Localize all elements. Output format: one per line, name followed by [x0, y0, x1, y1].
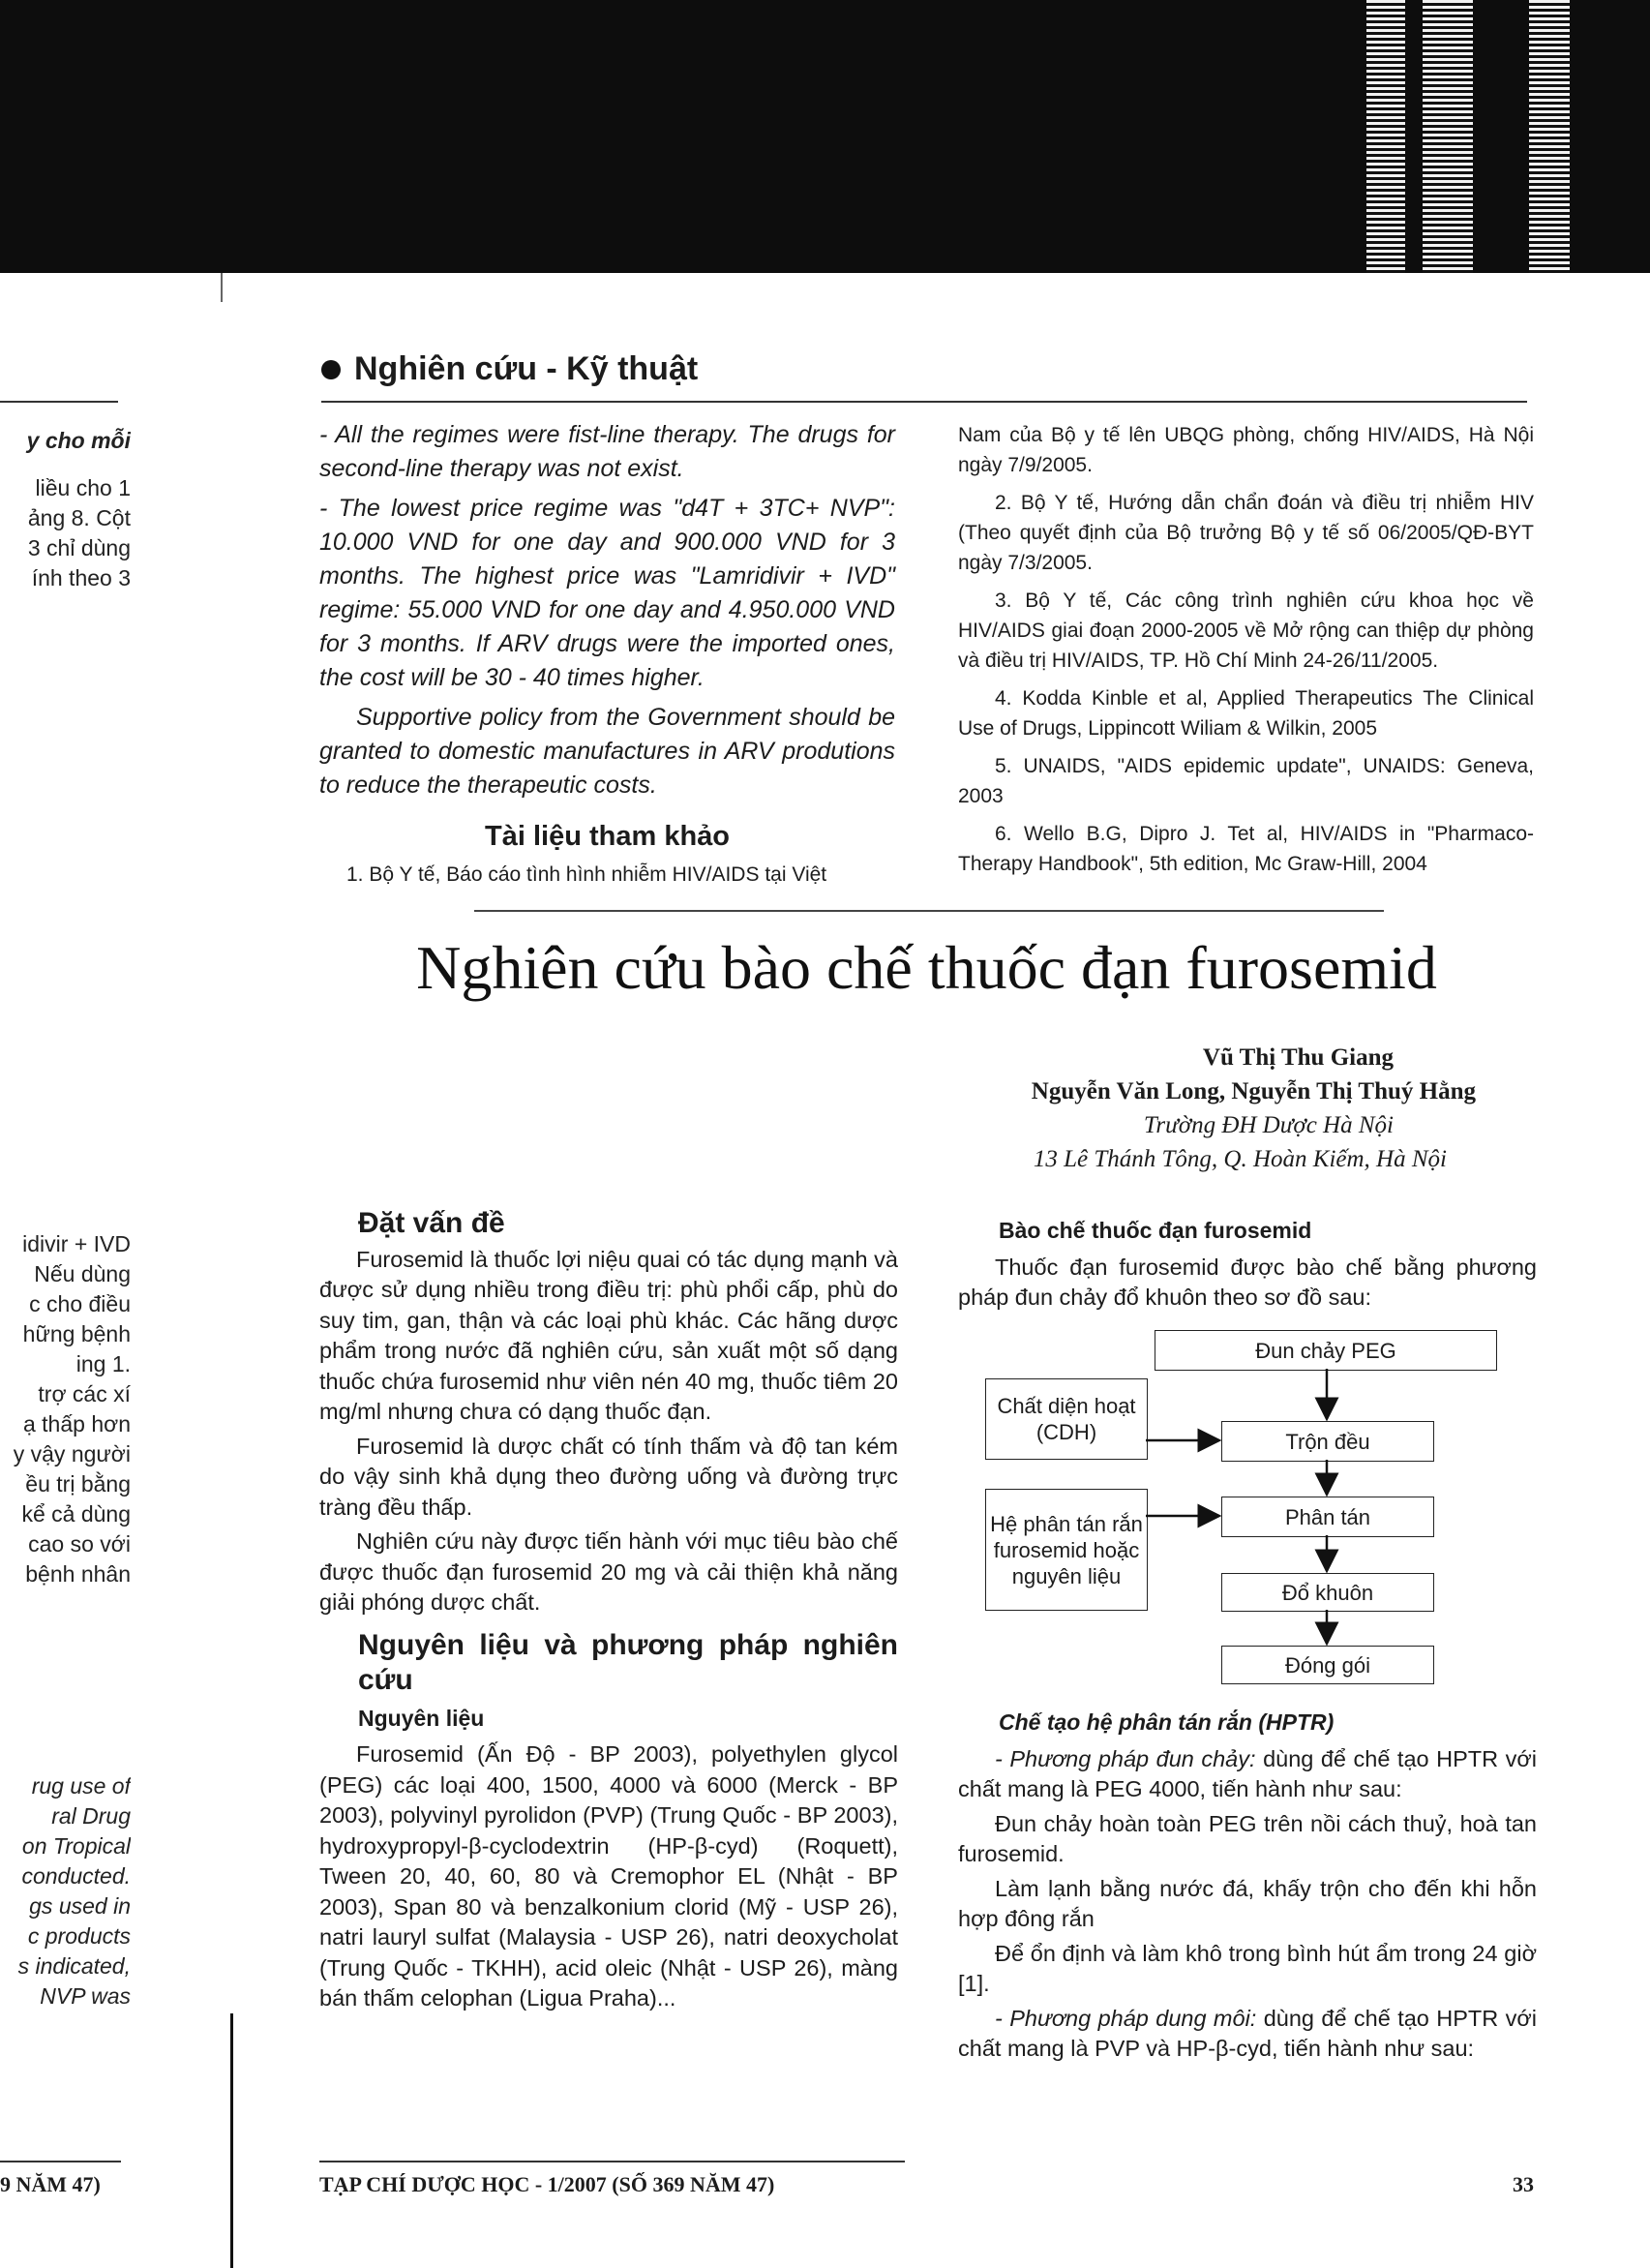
- left-page-rule: [0, 401, 118, 403]
- sub-heading: Bào chế thuốc đạn furosemid: [999, 1218, 1312, 1243]
- flow-input-dispersion: Hệ phân tán rắn furosemid hoặc nguyên liệu: [985, 1489, 1148, 1611]
- bleed-line: bệnh nhân: [25, 1561, 131, 1587]
- flow-step-pack: Đóng gói: [1221, 1646, 1434, 1684]
- bleed-line: s indicated,: [17, 1953, 131, 1979]
- flow-diagram: [977, 1326, 1500, 1678]
- flow-step-melt: Đun chảy PEG: [1155, 1330, 1497, 1371]
- method-label: - Phương pháp đun chảy:: [995, 1745, 1256, 1771]
- reference-item: 6. Wello B.G, Dipro J. Tet al, HIV/AIDS in "Pharmaco-Therapy Handbook", 5th edition, Mc Graw-Hill, 2004: [958, 823, 1534, 875]
- bleed-line: NVP was: [40, 1983, 131, 2009]
- footer-rule-left: [0, 2161, 121, 2162]
- flow-step-mold: Đổ khuôn: [1221, 1573, 1434, 1612]
- section-heading: Đặt vấn đề: [358, 1207, 505, 1239]
- abstract-paragraph: Supportive policy from the Government should be granted to domestic manufactures in ARV produtions to reduce the therapeutic costs.: [319, 704, 895, 799]
- method-text: dùng để chế tạo HPTR với chất mang là PVP và HP-β-cyd, tiến hành như sau:: [958, 2005, 1537, 2061]
- registration-marks: [1529, 0, 1570, 273]
- bleed-line: hững bệnh: [22, 1321, 131, 1346]
- flow-step-mix: Trộn đều: [1221, 1421, 1434, 1462]
- author-line: Nguyễn Văn Long, Nguyễn Thị Thuý Hằng: [1031, 1078, 1476, 1104]
- reference-item: 5. UNAIDS, "AIDS epidemic update", UNAIDS: Geneva, 2003: [958, 755, 1534, 807]
- abstract-paragraph: - The lowest price regime was "d4T + 3TC+ NVP": 10.000 VND for one day and 900.000 VND for 3 months. The highest price was "Lamridivir + IVD" regime: 55.000 VND for one day and 4.950.000 VND for 3 months. If ARV drugs were the imported ones, the cost will be 30 - 40 times higher.: [319, 495, 895, 691]
- section-header: Nghiên cứu - Kỹ thuật: [321, 350, 698, 388]
- bleed-line: gs used in: [29, 1893, 131, 1919]
- bleed-line: idivir + IVD: [22, 1231, 131, 1256]
- left-bleed-top: [0, 426, 131, 593]
- body-paragraph: Nghiên cứu này được tiến hành với mục tiêu bào chế được thuốc đạn furosemid 20 mg và cải thiện khả năng giải phóng dược chất.: [319, 1528, 898, 1615]
- gutter-line: [230, 2013, 233, 2268]
- registration-marks: [1423, 0, 1473, 273]
- references-list: [958, 420, 1534, 887]
- flow-input-surfactant: Chất diện hoạt (CDH): [985, 1378, 1148, 1460]
- section-header-rule: [321, 401, 1527, 403]
- bleed-line: ều trị bằng: [25, 1471, 131, 1497]
- bleed-line: ạ thấp hơn: [22, 1411, 131, 1436]
- footer-left-partial: 9 NĂM 47): [0, 2172, 101, 2196]
- method-text: dùng để chế tạo HPTR với chất mang là PEG 4000, tiến hành như sau:: [958, 1745, 1537, 1801]
- reference-item: 3. Bộ Y tế, Các công trình nghiên cứu khoa học về HIV/AIDS giai đoạn 2000-2005 về Mở rộng can thiệp dự phòng và điều trị HIV/AIDS, TP. Hồ Chí Minh 24-26/11/2005.: [958, 590, 1534, 672]
- bleed-line: ảng 8. Cột: [27, 505, 131, 530]
- sub-heading: Nguyên liệu: [358, 1705, 485, 1731]
- article-divider: [474, 910, 1384, 912]
- bleed-line: y cho mỗi: [26, 428, 131, 453]
- article-left-column: [319, 1208, 898, 2018]
- bleed-line: ính theo 3: [31, 565, 131, 590]
- bleed-line: on Tropical: [21, 1833, 131, 1859]
- abstract-paragraph: - All the regimes were fist-line therapy. The drugs for second-line therapy was not exist.: [319, 421, 895, 482]
- bleed-line: conducted.: [21, 1863, 131, 1889]
- bleed-line: trợ các xí: [38, 1381, 131, 1406]
- bleed-line: c cho điều: [29, 1291, 131, 1316]
- reference-item: Nam của Bộ y tế lên UBQG phòng, chống HIV/AIDS, Hà Nội ngày 7/9/2005.: [958, 424, 1534, 476]
- bullet-icon: [321, 360, 341, 379]
- gutter-mark: [221, 273, 223, 302]
- flow-arrows: [977, 1326, 1500, 1684]
- body-paragraph: Đun chảy hoàn toàn PEG trên nồi cách thuỷ, hoà tan furosemid.: [958, 1810, 1537, 1866]
- bleed-line: c products: [27, 1923, 131, 1949]
- registration-marks: [1366, 0, 1405, 273]
- address: 13 Lê Thánh Tông, Q. Hoàn Kiếm, Hà Nội: [1033, 1146, 1447, 1172]
- bleed-line: kể cả dùng: [21, 1501, 131, 1527]
- bleed-line: ing 1.: [75, 1351, 131, 1376]
- body-paragraph: Làm lạnh bằng nước đá, khấy trộn cho đến khi hỗn hợp đông rắn: [958, 1875, 1537, 1931]
- bleed-line: y vậy người: [13, 1441, 131, 1467]
- bleed-line: liều cho 1: [35, 475, 131, 500]
- references-heading: Tài liệu tham khảo: [485, 821, 730, 852]
- body-paragraph: Furosemid là thuốc lợi niệu quai có tác dụng mạnh và được sử dụng nhiều trong điều trị: phù phổi cấp, phù do suy tim, gan, thận và các loại phù khác. Các hãng dược phẩm trong nước đã nghiên cứu, sản xuất một số dạng thuốc chứa furosemid như viên nén 40 mg, thuốc tiêm 20 mg/ml nhưng chưa có dạng thuốc đạn.: [319, 1246, 898, 1424]
- author-block: [832, 1041, 1529, 1176]
- section-heading: Nguyên liệu và phương pháp nghiên cứu: [358, 1628, 898, 1696]
- flow-step-disperse: Phân tán: [1221, 1497, 1434, 1537]
- body-paragraph: Furosemid (Ấn Độ - BP 2003), polyethylen glycol (PEG) các loại 400, 1500, 4000 và 6000 (Merck - BP 2003), polyvinyl pyrolidon (PVP) (Trung Quốc - BP 2003), hydroxypropyl-β-cyclodextrin (HP-β-cyd) (Roquett), Tween 20, 40, 60, 80 và Cremophor EL (Nhật - BP 2003), Span 80 và benzalkonium clorid (Mỹ - USP 26), natri lauryl sulfat (Malaysia - USP 26), natri deoxycholat (Trung Quốc - TKHH), acid oleic (Nhật - USP 26), màng bán thấm celophan (Ligua Praha)...: [319, 1741, 898, 2011]
- bleed-line: 3 chỉ dùng: [27, 535, 131, 560]
- body-paragraph: Thuốc đạn furosemid được bào chế bằng phương pháp đun chảy đổ khuôn theo sơ đồ sau:: [958, 1254, 1537, 1310]
- body-paragraph: Để ổn định và làm khô trong bình hút ẩm trong 24 giờ [1].: [958, 1940, 1537, 1996]
- bleed-line: rug use of: [31, 1773, 131, 1799]
- article-right-column: [958, 1212, 1537, 1317]
- footer-rule: [319, 2161, 905, 2162]
- left-bleed-middle: [0, 1229, 131, 1589]
- reference-1-start: 1. Bộ Y tế, Báo cáo tình hình nhiễm HIV/AIDS tại Việt: [346, 863, 827, 886]
- method-label: - Phương pháp dung môi:: [995, 2005, 1257, 2031]
- bleed-line: Nếu dùng: [34, 1261, 131, 1286]
- affiliation: Trường ĐH Dược Hà Nội: [1143, 1112, 1394, 1138]
- body-paragraph: Furosemid là dược chất có tính thấm và độ tan kém do vậy sinh khả dụng theo đường uống và đường trực tràng đều thấp.: [319, 1433, 898, 1520]
- hptr-section: [958, 1704, 1537, 2069]
- sub-heading: Chế tạo hệ phân tán rắn (HPTR): [999, 1709, 1335, 1735]
- left-bleed-bottom: [0, 1771, 131, 2011]
- page-number: 33: [1513, 2172, 1534, 2196]
- reference-item: 4. Kodda Kinble et al, Applied Therapeutics The Clinical Use of Drugs, Lippincott Wiliam & Wilkin, 2005: [958, 687, 1534, 740]
- author-line: Vũ Thị Thu Giang: [1202, 1044, 1394, 1071]
- reference-item: 2. Bộ Y tế, Hướng dẫn chẩn đoán và điều trị nhiễm HIV (Theo quyết định của Bộ trưởng Bộ y tế số 06/2005/QĐ-BYT ngày 7/3/2005.: [958, 492, 1534, 574]
- prev-abstract: [319, 418, 895, 808]
- footer-journal: TẠP CHÍ DƯỢC HỌC - 1/2007 (SỐ 369 NĂM 47): [319, 2172, 775, 2196]
- article-title: Nghiên cứu bào chế thuốc đạn furosemid: [416, 933, 1437, 1002]
- bleed-line: cao so với: [28, 1531, 131, 1557]
- bleed-line: ral Drug: [51, 1803, 131, 1829]
